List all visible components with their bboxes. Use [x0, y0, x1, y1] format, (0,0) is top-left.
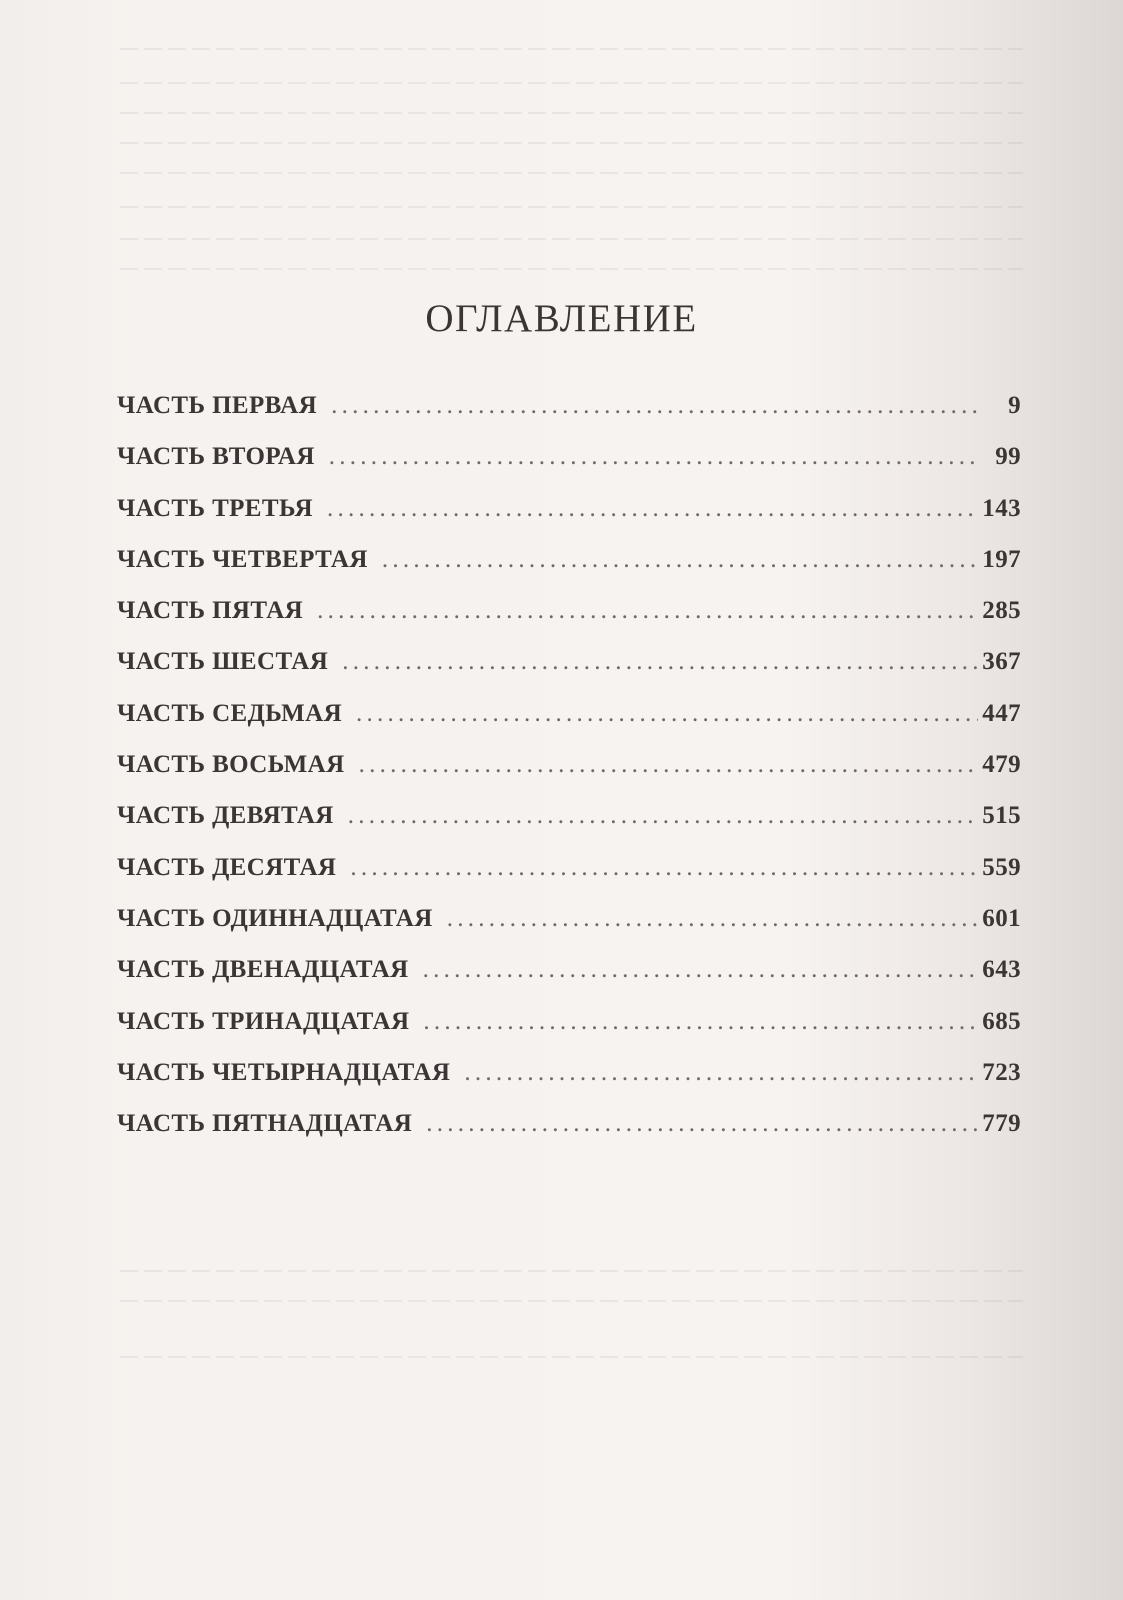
show-through-texture: [120, 142, 1023, 144]
toc-entry: [117, 1008, 1021, 1059]
toc-entry-page: 779: [982, 1110, 1021, 1138]
show-through-texture: [120, 1356, 1023, 1358]
toc-entry: [117, 546, 1021, 597]
show-through-texture: [120, 82, 1023, 84]
toc-entry-label: ЧАСТЬ ПЯТНАДЦАТАЯ: [117, 1110, 413, 1138]
toc-entry-label: ЧАСТЬ ПЯТАЯ: [117, 597, 304, 625]
toc-entry-label: ЧАСТЬ ВТОРАЯ: [117, 443, 315, 471]
toc-entry-page: 723: [982, 1058, 1021, 1086]
show-through-texture: [120, 112, 1023, 114]
toc-entry-label: ЧАСТЬ ПЕРВАЯ: [117, 392, 318, 419]
toc-entry: [117, 751, 1021, 802]
toc-entry-page: 99: [995, 443, 1021, 471]
toc-entry-label: ЧАСТЬ ЧЕТВЕРТАЯ: [117, 545, 368, 573]
toc-entry-page: 685: [982, 1007, 1021, 1035]
toc-entry-page: 479: [982, 751, 1021, 779]
toc-entry-label: ЧАСТЬ ШЕСТАЯ: [117, 648, 329, 676]
toc-entry: [117, 854, 1021, 905]
toc-entry-label: ЧАСТЬ ОДИННАДЦАТАЯ: [117, 904, 433, 932]
toc-leader-dots: [464, 1059, 978, 1087]
toc-entry-label: ЧАСТЬ ДВЕНАДЦАТАЯ: [117, 956, 409, 984]
toc-entry: [117, 1110, 1021, 1161]
toc-leader-dots: [331, 392, 979, 420]
toc-entry: [117, 956, 1021, 1007]
toc-entry-page: 197: [982, 545, 1021, 573]
toc-entry-page: 9: [1008, 392, 1021, 419]
toc-leader-dots: [356, 700, 978, 728]
toc-entry-label: ЧАСТЬ ДЕСЯТАЯ: [117, 853, 337, 881]
toc-entry-page: 143: [982, 494, 1021, 522]
toc-entry: [117, 802, 1021, 853]
toc-entry-page: 285: [982, 597, 1021, 625]
toc-entry-page: 367: [982, 648, 1021, 676]
toc-heading: ОГЛАВЛЕНИЕ: [425, 297, 698, 340]
toc-entry-page: 515: [982, 802, 1021, 830]
toc-leader-dots: [423, 956, 979, 984]
toc-entry: [117, 1059, 1021, 1110]
table-of-contents: [117, 392, 1021, 1161]
toc-entry-label: ЧАСТЬ СЕДЬМАЯ: [117, 699, 343, 727]
toc-entry-page: 559: [982, 853, 1021, 881]
toc-leader-dots: [348, 802, 979, 830]
show-through-texture: [120, 48, 1023, 50]
toc-leader-dots: [447, 905, 979, 933]
toc-leader-dots: [423, 1008, 978, 1036]
toc-entry: [117, 648, 1021, 699]
toc-entry-label: ЧАСТЬ ВОСЬМАЯ: [117, 751, 345, 779]
toc-entry-page: 643: [982, 956, 1021, 984]
show-through-texture: [120, 238, 1023, 240]
toc-entry: [117, 700, 1021, 751]
toc-leader-dots: [317, 597, 978, 625]
toc-entry: [117, 392, 1021, 443]
toc-entry: [117, 495, 1021, 546]
toc-leader-dots: [327, 495, 978, 523]
toc-leader-dots: [342, 648, 978, 676]
toc-entry-label: ЧАСТЬ ДЕВЯТАЯ: [117, 802, 334, 830]
toc-entry: [117, 597, 1021, 648]
show-through-texture: [120, 172, 1023, 174]
show-through-texture: [120, 268, 1023, 270]
toc-entry-page: 447: [982, 699, 1021, 727]
toc-entry-label: ЧАСТЬ ЧЕТЫРНАДЦАТАЯ: [117, 1058, 451, 1086]
toc-leader-dots: [329, 443, 979, 471]
toc-leader-dots: [350, 854, 978, 882]
show-through-texture: [120, 1270, 1023, 1272]
toc-entry-label: ЧАСТЬ ТРЕТЬЯ: [117, 494, 314, 522]
toc-leader-dots: [359, 751, 979, 779]
show-through-texture: [120, 1300, 1023, 1302]
show-through-texture: [120, 206, 1023, 208]
toc-entry: [117, 905, 1021, 956]
toc-leader-dots: [426, 1110, 978, 1138]
toc-entry: [117, 443, 1021, 494]
toc-entry-page: 601: [982, 904, 1021, 932]
toc-entry-label: ЧАСТЬ ТРИНАДЦАТАЯ: [117, 1007, 410, 1035]
toc-leader-dots: [382, 546, 978, 574]
